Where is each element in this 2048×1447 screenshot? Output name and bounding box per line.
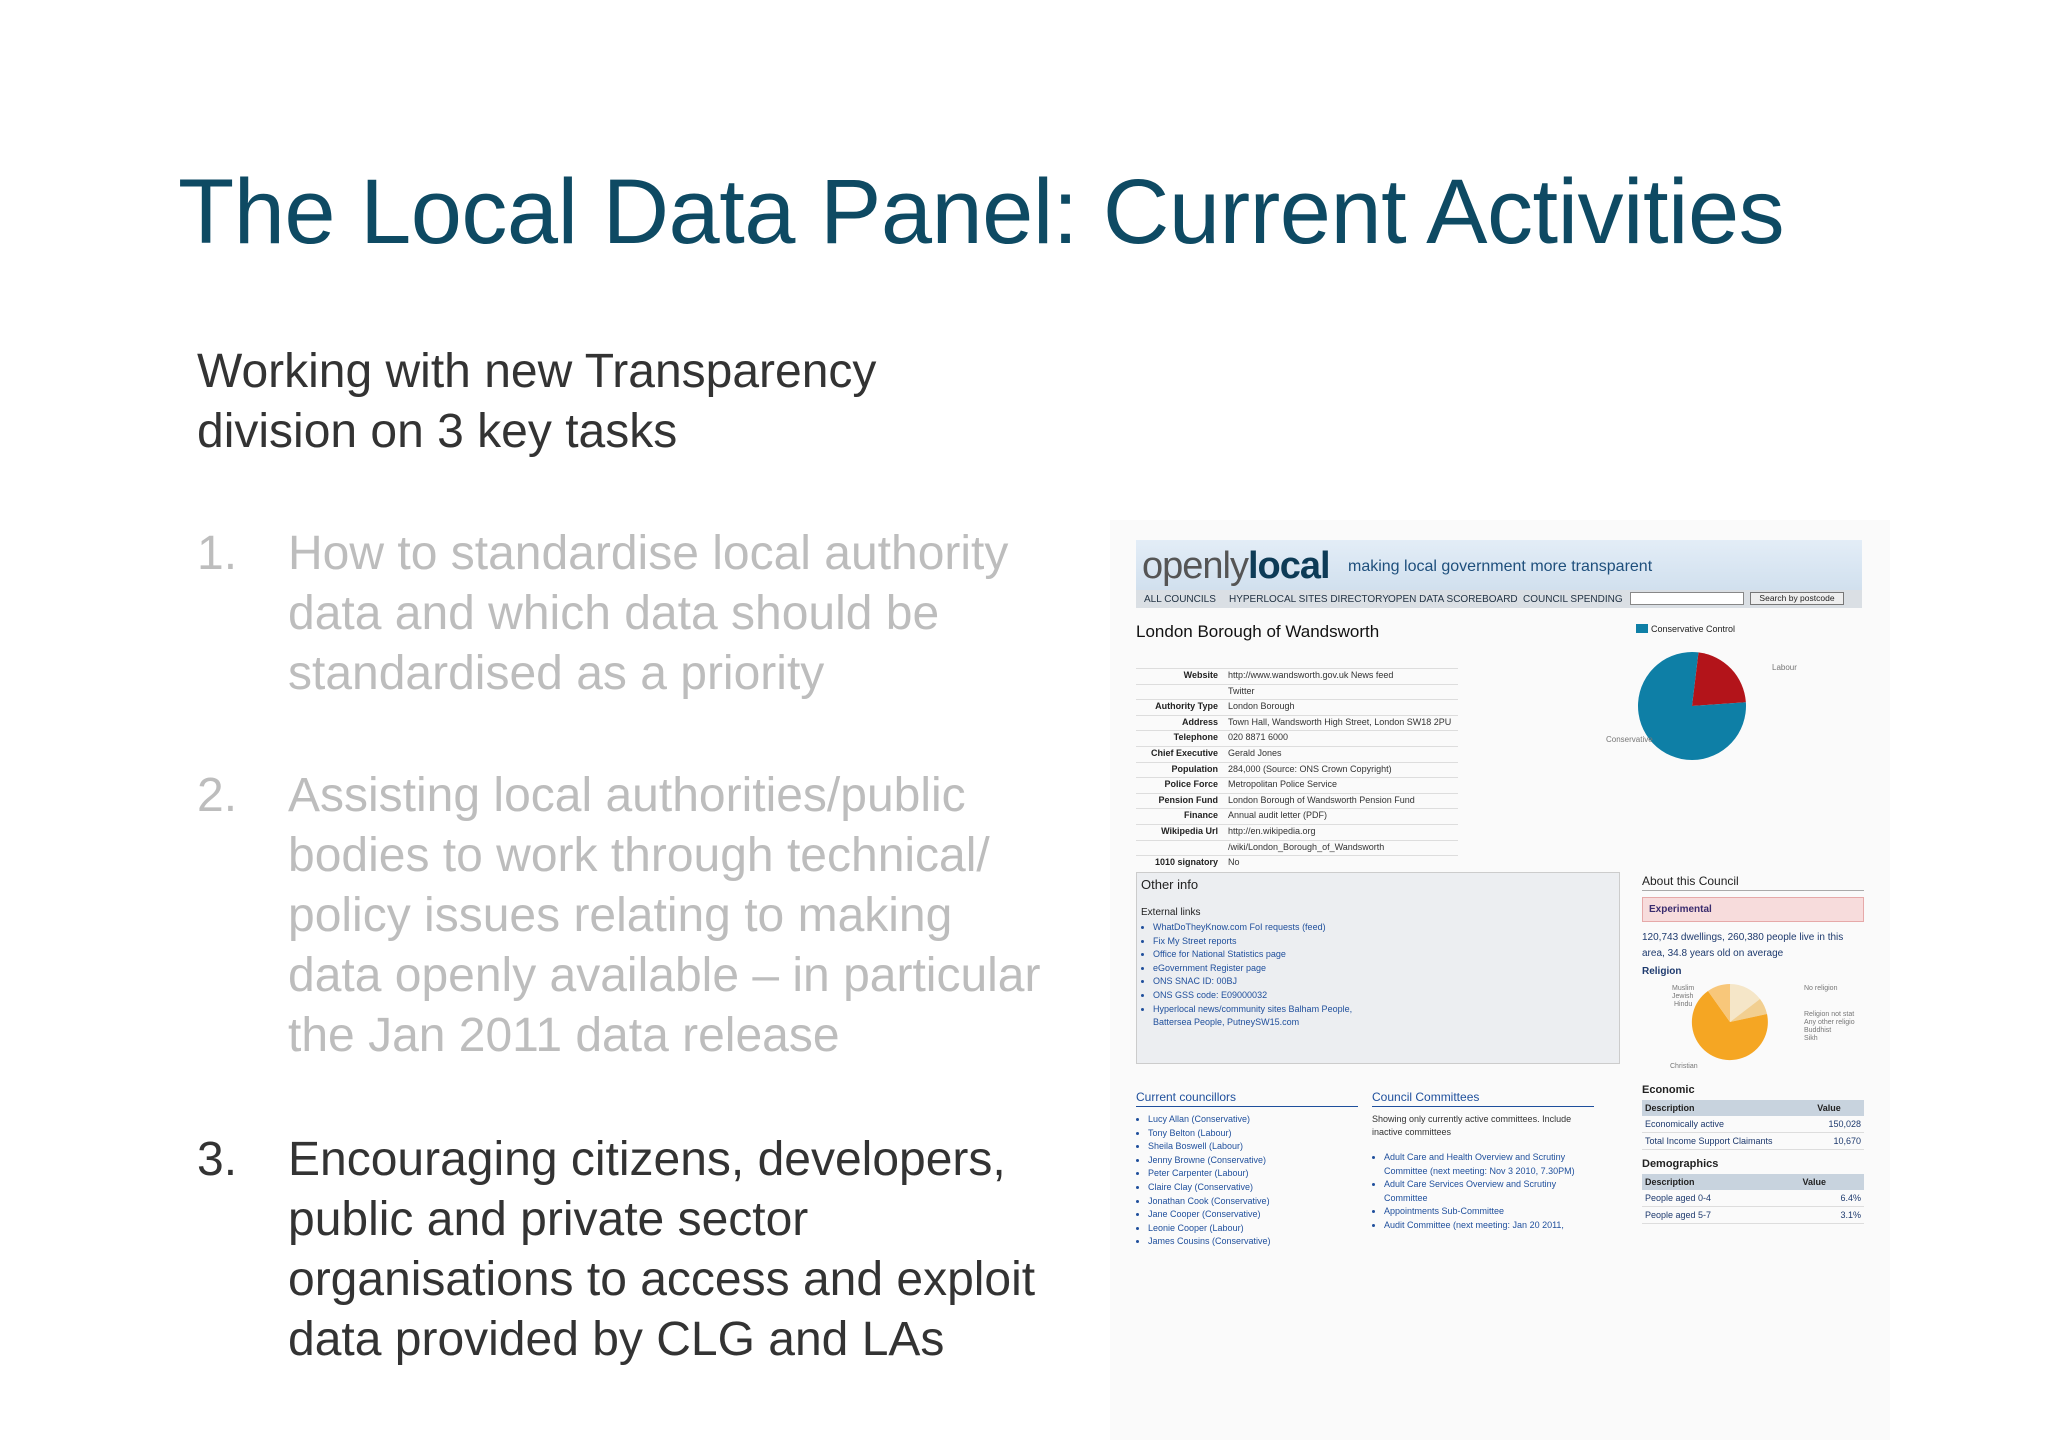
info-value: Twitter (1228, 685, 1255, 696)
info-value: 020 8871 6000 (1228, 732, 1289, 743)
col-value: Value (1799, 1174, 1864, 1190)
info-value: 284,000 (Source: ONS Crown Copyright) (1228, 763, 1392, 774)
stat-row (1642, 1116, 1864, 1133)
task-line: public and private sector (288, 1193, 809, 1246)
stat-desc: Total Income Support Claimants (1642, 1133, 1814, 1150)
committee-link[interactable]: • Adult Care Services Overview and Scrutiny Committee (1384, 1178, 1594, 1205)
task-line: standardised as a priority (288, 647, 825, 700)
committees-section (1372, 1090, 1594, 1233)
site-tagline: making local government more transparent (1348, 558, 1653, 575)
task-line: Assisting local authorities/public (288, 769, 966, 822)
info-row (1136, 746, 1458, 762)
col-value: Value (1814, 1100, 1864, 1116)
task-line: How to standardise local authority (288, 527, 1009, 580)
info-row (1136, 668, 1458, 684)
task-line: Encouraging citizens, developers, (288, 1133, 1006, 1186)
religion-label: Muslim (1672, 985, 1695, 992)
info-key: 1010 signatory (1154, 857, 1218, 868)
info-key: Population (1171, 763, 1218, 774)
site-nav (1136, 590, 1862, 608)
religion-label: No religion (1804, 985, 1838, 992)
councillors-section (1136, 1090, 1358, 1249)
info-row (1136, 824, 1458, 840)
other-info-title: Other info (1141, 877, 1199, 892)
about-title: About this Council (1642, 874, 1864, 891)
info-key: Wikipedia Url (1161, 825, 1218, 836)
religion-title: Religion (1642, 966, 1682, 977)
councillor-link[interactable]: • Lucy Allan (Conservative) (1148, 1113, 1358, 1127)
nav-hyperlocal[interactable]: HYPERLOCAL SITES DIRECTORY (1229, 594, 1389, 605)
committee-link[interactable]: • Adult Care and Health Overview and Scrutiny Committee (next meeting: Nov 3 2010, 7.30PM) (1384, 1151, 1594, 1178)
info-value: Gerald Jones (1228, 747, 1282, 758)
external-links-title: External links (1141, 907, 1201, 918)
stat-value: 150,028 (1814, 1116, 1864, 1133)
nav-all-councils[interactable]: ALL COUNCILS (1144, 594, 1216, 605)
info-key: Telephone (1173, 732, 1218, 743)
committee-link[interactable]: • Appointments Sub-Committee (1384, 1205, 1594, 1219)
demographics-title: Demographics (1642, 1158, 1719, 1170)
info-value: /wiki/London_Borough_of_Wandsworth (1228, 841, 1385, 852)
councillor-link[interactable]: • Sheila Boswell (Labour) (1148, 1140, 1358, 1154)
info-key: Authority Type (1155, 701, 1218, 712)
info-row (1136, 855, 1458, 871)
info-row (1136, 808, 1458, 824)
info-row (1136, 730, 1458, 746)
committees-note: Showing only currently active committees. Include inactive committees (1372, 1114, 1572, 1137)
religion-label: Religion not stat (1804, 1011, 1855, 1018)
about-council-panel (1642, 874, 1864, 1074)
stat-value: 10,670 (1814, 1133, 1864, 1150)
external-link[interactable]: • ONS GSS code: E09000032 (1153, 989, 1393, 1003)
info-row (1136, 793, 1458, 809)
intro-line: division on 3 key tasks (197, 405, 678, 458)
other-info-panel (1136, 872, 1620, 1064)
councillor-link[interactable]: • Jonathan Cook (Conservative) (1148, 1195, 1358, 1209)
economic-title: Economic (1642, 1084, 1695, 1096)
economic-table (1642, 1100, 1864, 1150)
councillors-list (1136, 1113, 1358, 1249)
councillors-title[interactable]: Current councillors (1136, 1090, 1358, 1107)
external-link[interactable]: • eGovernment Register page (1153, 962, 1393, 976)
religion-label: Any other religio (1804, 1019, 1855, 1026)
external-link[interactable]: • Office for National Statistics page (1153, 948, 1393, 962)
external-link[interactable]: • ONS SNAC ID: 00BJ (1153, 975, 1393, 989)
council-name: London Borough of Wandsworth (1136, 622, 1380, 641)
councillor-link[interactable]: • Peter Carpenter (Labour) (1148, 1167, 1358, 1181)
task-number: 3. (197, 1133, 238, 1186)
intro-text (197, 342, 876, 462)
stat-row (1642, 1133, 1864, 1150)
task-number: 2. (197, 769, 238, 822)
task-line: data openly available – in particular (288, 949, 1041, 1002)
info-value: http://en.wikipedia.org (1228, 825, 1316, 836)
councillor-link[interactable]: • Jane Cooper (Conservative) (1148, 1208, 1358, 1222)
nav-open-data-scoreboard[interactable]: OPEN DATA SCOREBOARD (1388, 594, 1518, 605)
task-line: the Jan 2011 data release (288, 1009, 840, 1062)
info-row (1136, 777, 1458, 793)
info-key: Chief Executive (1150, 747, 1218, 758)
info-key: Pension Fund (1158, 794, 1218, 805)
religion-label: Sikh (1804, 1035, 1818, 1042)
committees-list (1372, 1151, 1594, 1233)
religion-label: Buddhist (1804, 1027, 1832, 1034)
info-row (1136, 840, 1458, 856)
pie-slice-labour (1692, 652, 1746, 706)
info-value: No (1228, 857, 1240, 868)
nav-council-spending[interactable]: COUNCIL SPENDING (1523, 594, 1623, 605)
stat-value: 6.4% (1799, 1190, 1864, 1207)
control-legend: Conservative Control (1636, 624, 1735, 634)
council-info-table (1136, 668, 1458, 871)
info-row (1136, 684, 1458, 700)
control-pie-chart (1606, 630, 1846, 800)
task-line: data provided by CLG and LAs (288, 1313, 945, 1366)
task-line: organisations to access and exploit (288, 1253, 1036, 1306)
religion-label: Jewish (1672, 993, 1694, 1000)
slide-title: The Local Data Panel: Current Activities (178, 161, 1785, 263)
councillor-link[interactable]: • Jenny Browne (Conservative) (1148, 1154, 1358, 1168)
stat-desc: People aged 5-7 (1642, 1207, 1799, 1224)
external-link[interactable]: • WhatDoTheyKnow.com FoI requests (feed) (1153, 921, 1393, 935)
site-banner (1136, 540, 1862, 591)
info-row (1136, 762, 1458, 778)
intro-line: Working with new Transparency (197, 345, 877, 398)
info-value: Metropolitan Police Service (1228, 779, 1338, 790)
external-link[interactable]: • Hyperlocal news/community sites Balham People, Battersea People, PutneySW15.com (1153, 1003, 1393, 1030)
info-value: London Borough (1228, 701, 1295, 712)
about-text: 120,743 dwellings, 260,380 people live in this area, 34.8 years old on average (1642, 932, 1844, 959)
task-line: bodies to work through technical/ (288, 829, 990, 882)
col-description: Description (1642, 1100, 1814, 1116)
info-value: London Borough of Wandsworth Pension Fund (1228, 794, 1415, 805)
external-link[interactable]: • Fix My Street reports (1153, 935, 1393, 949)
religion-label: Hindu (1674, 1001, 1693, 1008)
col-description: Description (1642, 1174, 1799, 1190)
religion-label: Christian (1670, 1063, 1698, 1070)
committee-link[interactable]: • Audit Committee (next meeting: Jan 20 2011, (1384, 1219, 1594, 1233)
committees-title[interactable]: Council Committees (1372, 1090, 1594, 1107)
councillor-link[interactable]: • Claire Clay (Conservative) (1148, 1181, 1358, 1195)
pie-label-labour: Labour (1772, 663, 1797, 672)
task-number: 1. (197, 527, 238, 580)
stat-desc: Economically active (1642, 1116, 1814, 1133)
demographics-table (1642, 1174, 1864, 1224)
site-logo[interactable]: openlylocal (1142, 545, 1330, 587)
councillor-link[interactable]: • James Cousins (Conservative) (1148, 1235, 1358, 1249)
councillor-link[interactable]: • Tony Belton (Labour) (1148, 1127, 1358, 1141)
info-row (1136, 715, 1458, 731)
info-row (1136, 699, 1458, 715)
religion-pie-chart (1642, 980, 1864, 1072)
pie-label-conservative: Conservative (1606, 735, 1653, 744)
task-line: policy issues relating to making (288, 889, 953, 942)
experimental-badge: Experimental (1642, 897, 1864, 922)
stat-row (1642, 1190, 1864, 1207)
search-postcode-button[interactable]: Search by postcode (1750, 592, 1844, 605)
info-value: Town Hall, Wandsworth High Street, London SW18 2PU (1228, 716, 1452, 727)
info-key: Finance (1183, 810, 1218, 821)
info-key: Police Force (1164, 779, 1218, 790)
info-value: http://www.wandsworth.gov.uk News feed (1228, 670, 1394, 680)
stat-desc: People aged 0-4 (1642, 1190, 1799, 1207)
statistics-panel (1642, 1080, 1864, 1224)
stat-row (1642, 1207, 1864, 1224)
postcode-input[interactable] (1630, 592, 1744, 605)
external-links-list (1143, 921, 1393, 1030)
info-key: Address (1181, 716, 1218, 727)
stat-value: 3.1% (1799, 1207, 1864, 1224)
info-key: Website (1183, 670, 1218, 680)
task-line: data and which data should be (288, 587, 940, 640)
info-value: Annual audit letter (PDF) (1228, 810, 1328, 821)
councillor-link[interactable]: • Leonie Cooper (Labour) (1148, 1222, 1358, 1236)
